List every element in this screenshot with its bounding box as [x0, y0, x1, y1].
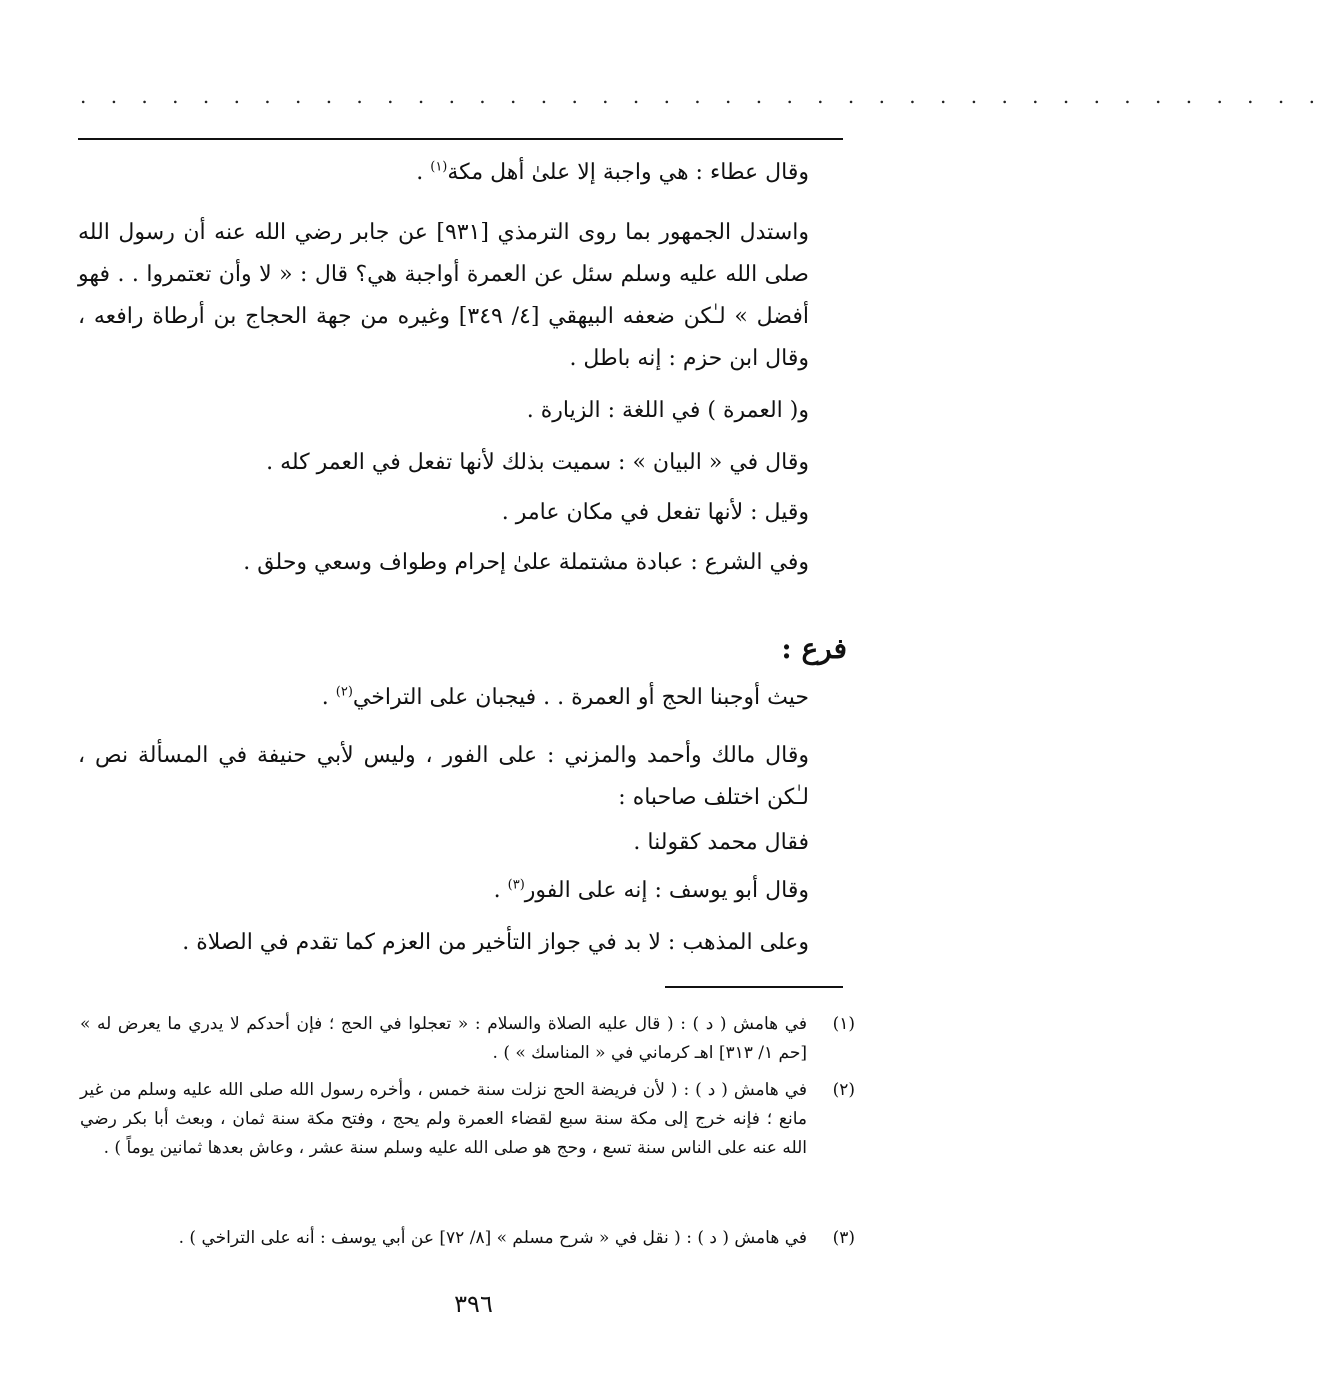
- footnote-number: (٣): [832, 1228, 855, 1248]
- page-number: ٣٩٦: [454, 1290, 493, 1318]
- paragraph-tail: .: [321, 685, 336, 710]
- paragraph-shar: [243, 550, 809, 575]
- paragraph-malik: [78, 735, 809, 819]
- paragraph-bayan: [266, 450, 809, 475]
- paragraph-text: وقال في « البيان » : سميت بذلك لأنها تفعل في العمر كله .: [266, 450, 809, 475]
- footnote-rule: [665, 986, 843, 988]
- paragraph-abu-yusuf: [494, 878, 809, 903]
- paragraph-tail: .: [493, 878, 508, 903]
- paragraph-text: حيث أوجبنا الحج أو العمرة . . فيجبان على التراخي: [352, 685, 809, 710]
- footnote-ref: (٢): [335, 684, 353, 700]
- paragraph-qil: [502, 500, 809, 525]
- footnote-text: في هامش ( د ) : ( نقل في « شرح مسلم » [٨/ ٧٢] عن أبي يوسف : أنه على التراخي ) .: [178, 1228, 807, 1248]
- footnote-3: [80, 1224, 855, 1254]
- paragraph-text: وقال عطاء : هي واجبة إلا علىٰ أهل مكة: [447, 160, 809, 185]
- paragraph-hayth: [322, 685, 809, 710]
- footnote-ref: (١): [430, 159, 448, 175]
- footnote-2: [80, 1076, 855, 1221]
- section-heading: فرع :: [781, 632, 847, 665]
- paragraph-muhammad: [633, 830, 809, 855]
- paragraph-text: وقال مالك وأحمد والمزني : على الفور ، وليس لأبي حنيفة في المسألة نص ، لـٰكن اختلف صاحباه :: [78, 743, 809, 810]
- header-dotted-line: . . . . . . . . . . . . . . . . . . . . . . . . . . . . . . . . . . . . . . . . .: [80, 84, 1324, 108]
- paragraph-text: واستدل الجمهور بما روى الترمذي [٩٣١] عن جابر رضي الله عنه أن رسول الله صلى الله عليه وسلم سئل عن العمرة أواجبة هي؟ قال : « لا وأن تعتمروا . . فهو أفضل » لـٰكن ضعفه البيهقي [٤/ ٣٤٩] وغيره من جهة الحجاج بن أرطاة رافعه ، وقال ابن حزم : إنه باطل .: [78, 220, 809, 371]
- footnote-number: (١): [832, 1014, 855, 1034]
- footnote-text: في هامش ( د ) : ( لأن فريضة الحج نزلت سنة خمس ، وأخره رسول الله صلى الله عليه وسلم من غير مانع ؛ فإنه خرج إلى مكة سنة سبع لقضاء العمرة ولم يحج ، وفتح مكة سنة ثمان ، وبعث أبا بكر رضي الله عنه على الناس سنة تسع ، وحج هو صلى الله عليه وسلم سنة عشر ، وعاش بعدها ثمانين يوماً ) .: [80, 1080, 807, 1158]
- paragraph-text: وقيل : لأنها تفعل في مكان عامر .: [501, 500, 809, 525]
- footnote-text: في هامش ( د ) : ( قال عليه الصلاة والسلام : « تعجلوا في الحج ؛ فإن أحدكم لا يدري ما يعرض له » [حم ١/ ٣١٣] اهـ كرماني في « المناسك » ) .: [80, 1014, 807, 1063]
- paragraph-tail: .: [416, 160, 431, 185]
- paragraph-text: فقال محمد كقولنا .: [633, 830, 809, 855]
- paragraph-text: وقال أبو يوسف : إنه على الفور: [524, 878, 809, 903]
- header-rule: [78, 138, 843, 140]
- paragraph-text: وعلى المذهب : لا بد في جواز التأخير من العزم كما تقدم في الصلاة .: [182, 930, 809, 955]
- footnote-1: [80, 1010, 855, 1068]
- paragraph-text: وفي الشرع : عبادة مشتملة علىٰ إحرام وطواف وسعي وحلق .: [243, 550, 809, 575]
- paragraph-text: و( العمرة ) في اللغة : الزيارة .: [526, 398, 809, 423]
- footnote-number: (٢): [832, 1080, 855, 1100]
- footnote-ref: (٣): [507, 877, 525, 893]
- paragraph-ata: [416, 160, 809, 185]
- paragraph-jumhur: [78, 212, 809, 380]
- paragraph-madhhab: [182, 930, 809, 955]
- paragraph-umrah-language: [527, 398, 809, 423]
